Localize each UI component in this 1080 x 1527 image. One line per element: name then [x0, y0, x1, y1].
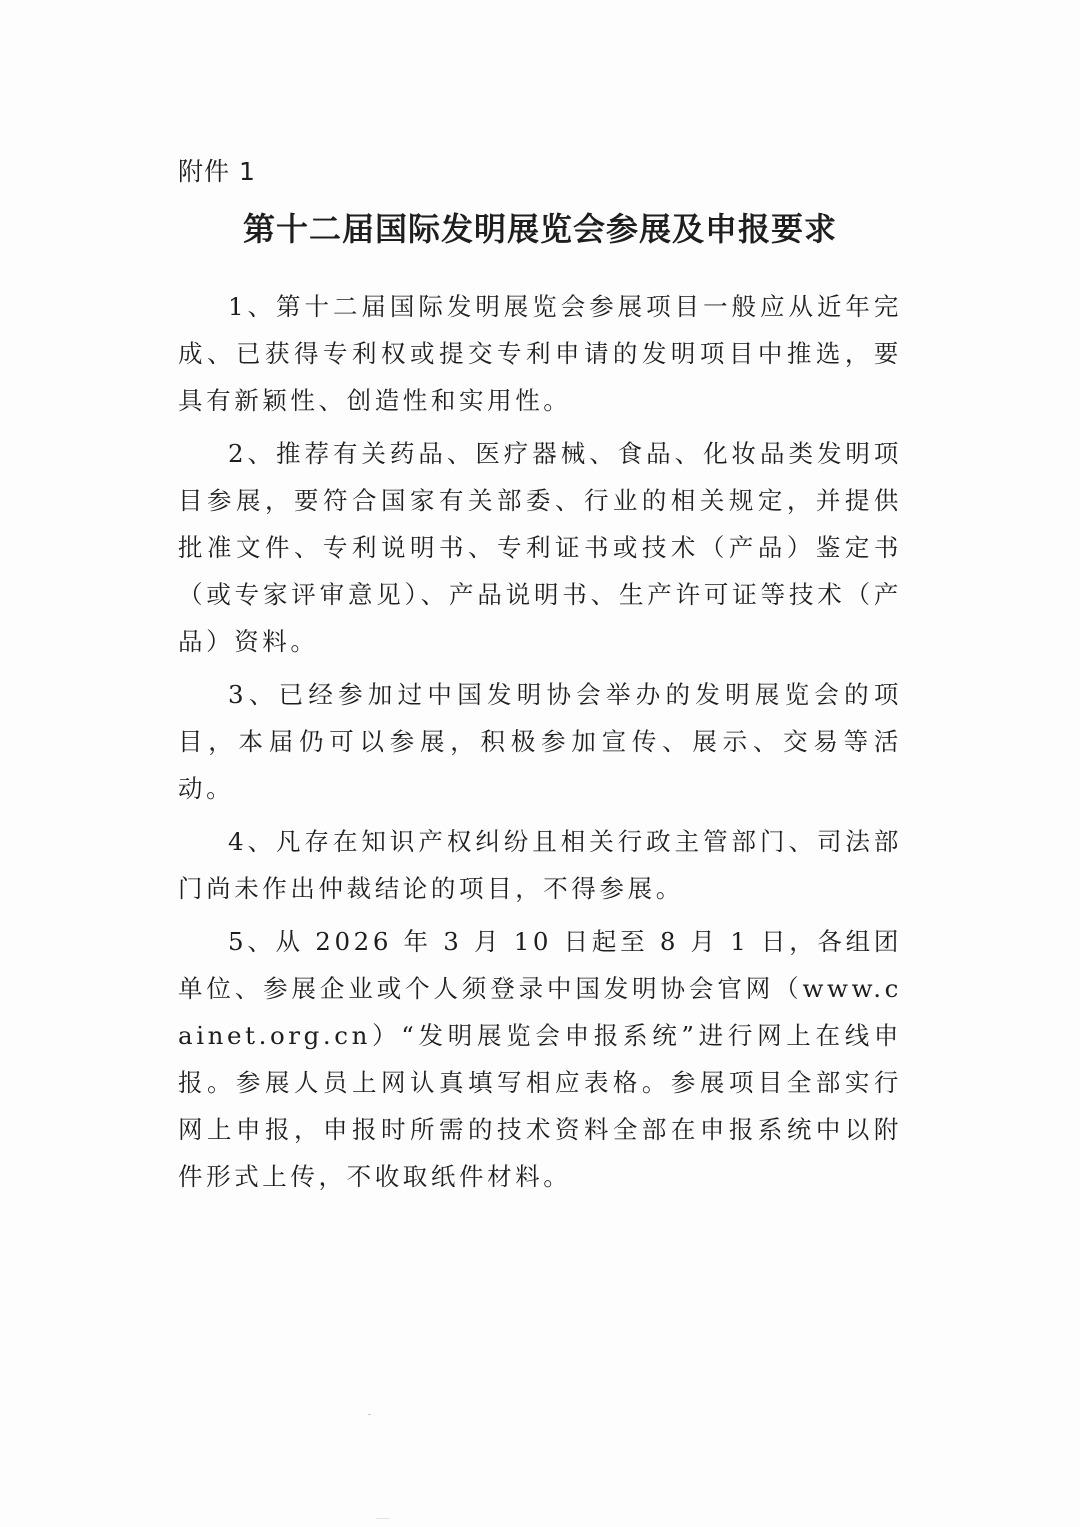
document-title: 第十二届国际发明展览会参展及申报要求: [242, 210, 837, 248]
paragraph-3: 3、已经参加过中国发明协会举办的发明展览会的项目，本届仍可以参展，积极参加宣传、展示、交易等活动。: [178, 680, 902, 803]
attachment-label: 附件 1: [178, 157, 256, 186]
document-body: [178, 283, 902, 1200]
paragraph-5: 5、从 2026 年 3 月 10 日起至 8 月 1 日，各组团单位、参展企业或个人须登录中国发明协会官网（www.cainet.org.cn）“发明展览会申报系统”进行网上在线申报。参展人员上网认真填写相应表格。参展项目全部实行网上申报，申报时所需的技术资料全部在申报系统中以附件形式上传，不收取纸件材料。: [178, 927, 902, 1191]
paragraph-4: 4、凡存在知识产权纠纷且相关行政主管部门、司法部门尚未作出仲裁结论的项目，不得参展。: [178, 827, 902, 903]
paragraph-1: 1、第十二届国际发明展览会参展项目一般应从近年完成、已获得专利权或提交专利申请的发明项目中推选，要具有新颖性、创造性和实用性。: [178, 292, 902, 415]
paragraph-2: 2、推荐有关药品、医疗器械、食品、化妆品类发明项目参展，要符合国家有关部委、行业的相关规定，并提供批准文件、专利说明书、专利证书或技术（产品）鉴定书（或专家评审意见）、产品说明书、生产许可证等技术（产品）资料。: [178, 439, 902, 656]
scan-speck: [376, 1518, 390, 1519]
scan-speck: [368, 1414, 371, 1415]
